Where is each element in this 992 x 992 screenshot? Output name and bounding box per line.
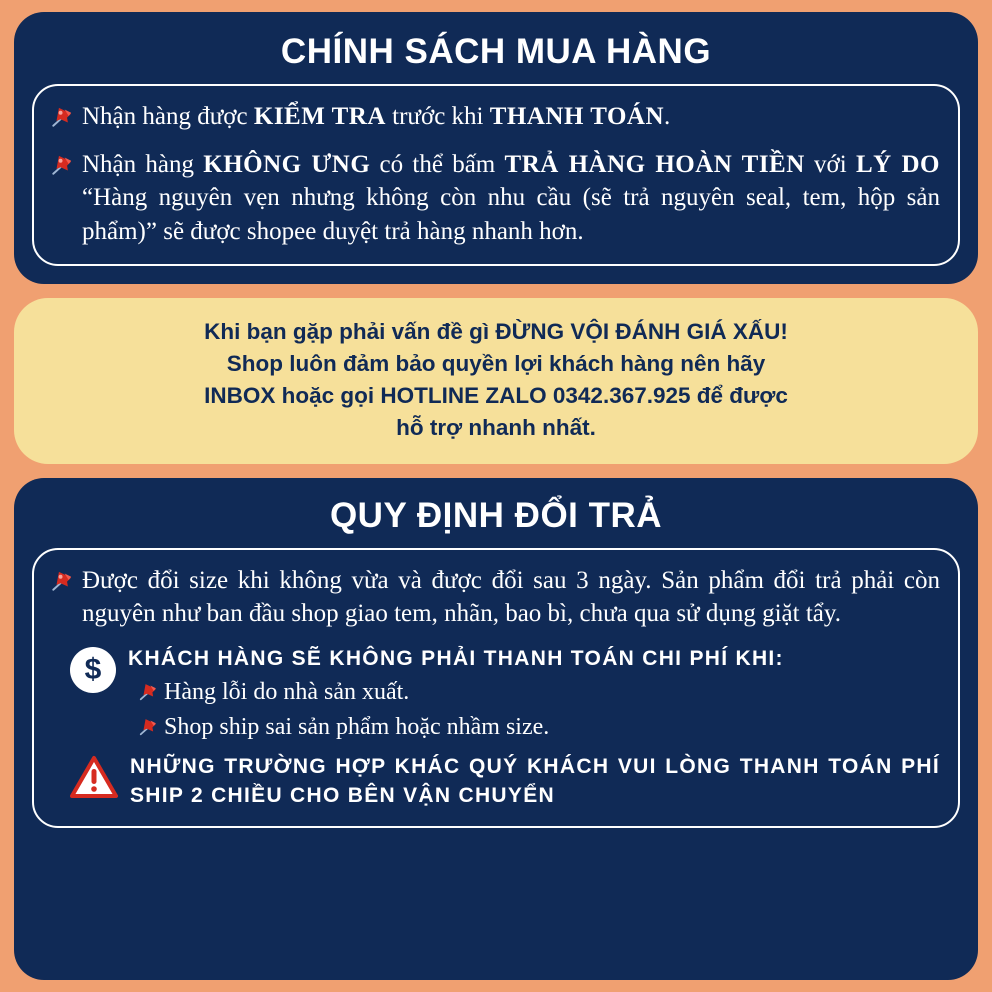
- pushpin-icon: [50, 103, 76, 129]
- list-item-text: [82, 100, 940, 134]
- pushpin-icon: [138, 715, 160, 737]
- text-plain-1: Nhận hàng: [82, 150, 204, 178]
- list-item-text: Shop ship sai sản phẩm hoặc nhầm size.: [164, 714, 550, 741]
- list-item-text: [82, 148, 940, 249]
- return-policy-section: [14, 478, 978, 980]
- hotline-line-4: hỗ trợ nhanh nhất.: [396, 414, 596, 440]
- warning-triangle-icon: [70, 755, 118, 799]
- return-policy-frame: [32, 548, 960, 828]
- pushpin-icon: [50, 567, 76, 593]
- list-item: [138, 677, 940, 708]
- list-item: [50, 148, 940, 249]
- text-plain-4: “Hàng nguyên vẹn nhưng không còn nhu cầu (sẽ trả nguyên seal, tem, hộp sản phẩm)” sẽ được shopee duyệt trả hàng nhanh hơn.: [82, 184, 940, 245]
- hotline-line-1: Khi bạn gặp phải vấn đề gì ĐỪNG VỘI ĐÁNH GIÁ XẤU!: [204, 319, 788, 344]
- text-plain-3: .: [664, 103, 671, 130]
- free-of-charge-body: [128, 645, 940, 744]
- pushpin-icon: [138, 680, 160, 702]
- list-item: [50, 564, 940, 631]
- hotline-callout: [14, 298, 978, 464]
- text-plain-2: trước khi: [385, 103, 490, 130]
- list-item-text: Được đổi size khi không vừa và được đổi sau 3 ngày. Sản phẩm đổi trả phải còn nguyên như ban đầu shop giao tem, nhãn, bao bì, chưa qua sử dụng giặt tẩy.: [82, 566, 940, 628]
- list-item-text: Hàng lỗi do nhà sản xuất.: [164, 679, 410, 706]
- list-item: [50, 100, 940, 134]
- text-bold-3: LÝ DO: [856, 150, 940, 178]
- free-of-charge-block: [50, 645, 940, 744]
- buy-policy-section: [14, 12, 978, 284]
- text-bold-1: KIỂM TRA: [253, 103, 386, 130]
- hotline-line-2: Shop luôn đảm bảo quyền lợi khách hàng nên hãy: [226, 350, 766, 376]
- pushpin-icon: [50, 151, 76, 177]
- buy-policy-title: CHÍNH SÁCH MUA HÀNG: [280, 32, 712, 71]
- list-item: [138, 712, 940, 743]
- text-plain-1: Nhận hàng được: [82, 103, 254, 130]
- warning-block: [70, 753, 940, 810]
- dollar-circle-icon: $: [70, 647, 116, 693]
- text-bold-2: TRẢ HÀNG HOÀN TIỀN: [504, 150, 805, 178]
- return-policy-title: QUY ĐỊNH ĐỔI TRẢ: [329, 495, 663, 535]
- text-plain-2: có thể bấm: [370, 150, 505, 178]
- buy-policy-frame: [32, 84, 960, 266]
- hotline-line-3: INBOX hoặc gọi HOTLINE ZALO 0342.367.925 để được: [204, 382, 788, 408]
- text-bold-2: THANH TOÁN: [489, 103, 665, 130]
- text-plain-3: với: [804, 150, 856, 178]
- warning-text: NHỮNG TRƯỜNG HỢP KHÁC QUÝ KHÁCH VUI LÒNG THANH TOÁN PHÍ SHIP 2 CHIỀU CHO BÊN VẬN CHUYỂN: [130, 755, 940, 807]
- text-bold-1: KHÔNG ƯNG: [203, 150, 371, 178]
- free-of-charge-heading: KHÁCH HÀNG SẼ KHÔNG PHẢI THANH TOÁN CHI PHÍ KHI:: [128, 646, 784, 670]
